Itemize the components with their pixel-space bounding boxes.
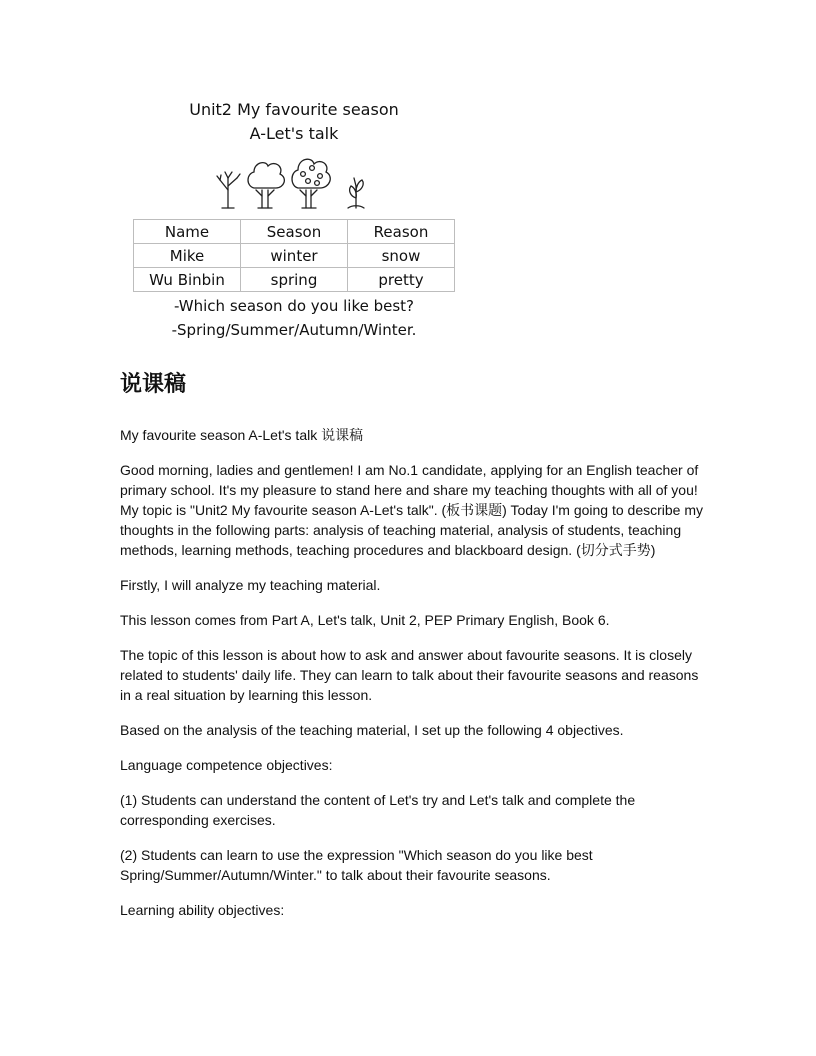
table-cell: pretty: [348, 268, 455, 292]
table-cell: snow: [348, 244, 455, 268]
table-header-row: [134, 220, 455, 244]
table-header-cell: Reason: [348, 220, 455, 244]
table-header-cell: Season: [241, 220, 348, 244]
table-cell: winter: [241, 244, 348, 268]
paragraph: (2) Students can learn to use the expression "Which season do you like best Spring/Summer/Autumn/Winter." to talk about their favourite seasons.: [120, 847, 593, 883]
fruit-tree-icon: [292, 159, 330, 208]
paragraph: The topic of this lesson is about how to ask and answer about favourite seasons. It is closely related to students' daily life. They can learn to talk about their favourite seasons and reasons in a real situation by learning this lesson.: [120, 647, 699, 703]
table-row: [134, 268, 455, 292]
board-subtitle: A-Let's talk: [249, 124, 339, 143]
paragraph: Firstly, I will analyze my teaching material.: [120, 577, 381, 593]
four-seasons-trees-illustration: [210, 156, 380, 212]
leafy-tree-icon: [248, 163, 284, 208]
board-title: Unit2 My favourite season: [189, 100, 399, 119]
dialog-answer: -Spring/Summer/Autumn/Winter.: [171, 321, 417, 339]
paragraph: Based on the analysis of the teaching material, I set up the following 4 objectives.: [120, 722, 624, 738]
paragraph: My favourite season A-Let's talk 说课稿: [120, 427, 364, 443]
table-cell: spring: [241, 268, 348, 292]
paragraph: Learning ability objectives:: [120, 902, 285, 918]
sprout-plant-icon: [348, 178, 364, 208]
paragraph: This lesson comes from Part A, Let's talk, Unit 2, PEP Primary English, Book 6.: [120, 612, 610, 628]
paragraph: Good morning, ladies and gentlemen! I am No.1 candidate, applying for an English teacher of primary school. It's my pleasure to stand here and share my teaching thoughts with all of you! My topic is "Unit2 My favourite season A-Let's talk". (板书课题) Today I'm going to describe my thoughts in the following parts: analysis of teaching material, analysis of students, teaching methods, learning methods, teaching procedures and blackboard design. (切分式手势): [120, 462, 704, 558]
document-body: [120, 425, 705, 935]
table-cell: Wu Binbin: [134, 268, 241, 292]
page-heading: 说课稿: [120, 372, 187, 397]
table-header-cell: Name: [134, 220, 241, 244]
dialog-question: -Which season do you like best?: [173, 297, 415, 315]
season-table: [133, 219, 455, 292]
table-row: [134, 244, 455, 268]
paragraph: (1) Students can understand the content of Let's try and Let's talk and complete the corresponding exercises.: [120, 792, 636, 828]
paragraph: Language competence objectives:: [120, 757, 333, 773]
blackboard-design: [120, 98, 468, 339]
table-cell: Mike: [134, 244, 241, 268]
bare-tree-icon: [217, 172, 240, 208]
